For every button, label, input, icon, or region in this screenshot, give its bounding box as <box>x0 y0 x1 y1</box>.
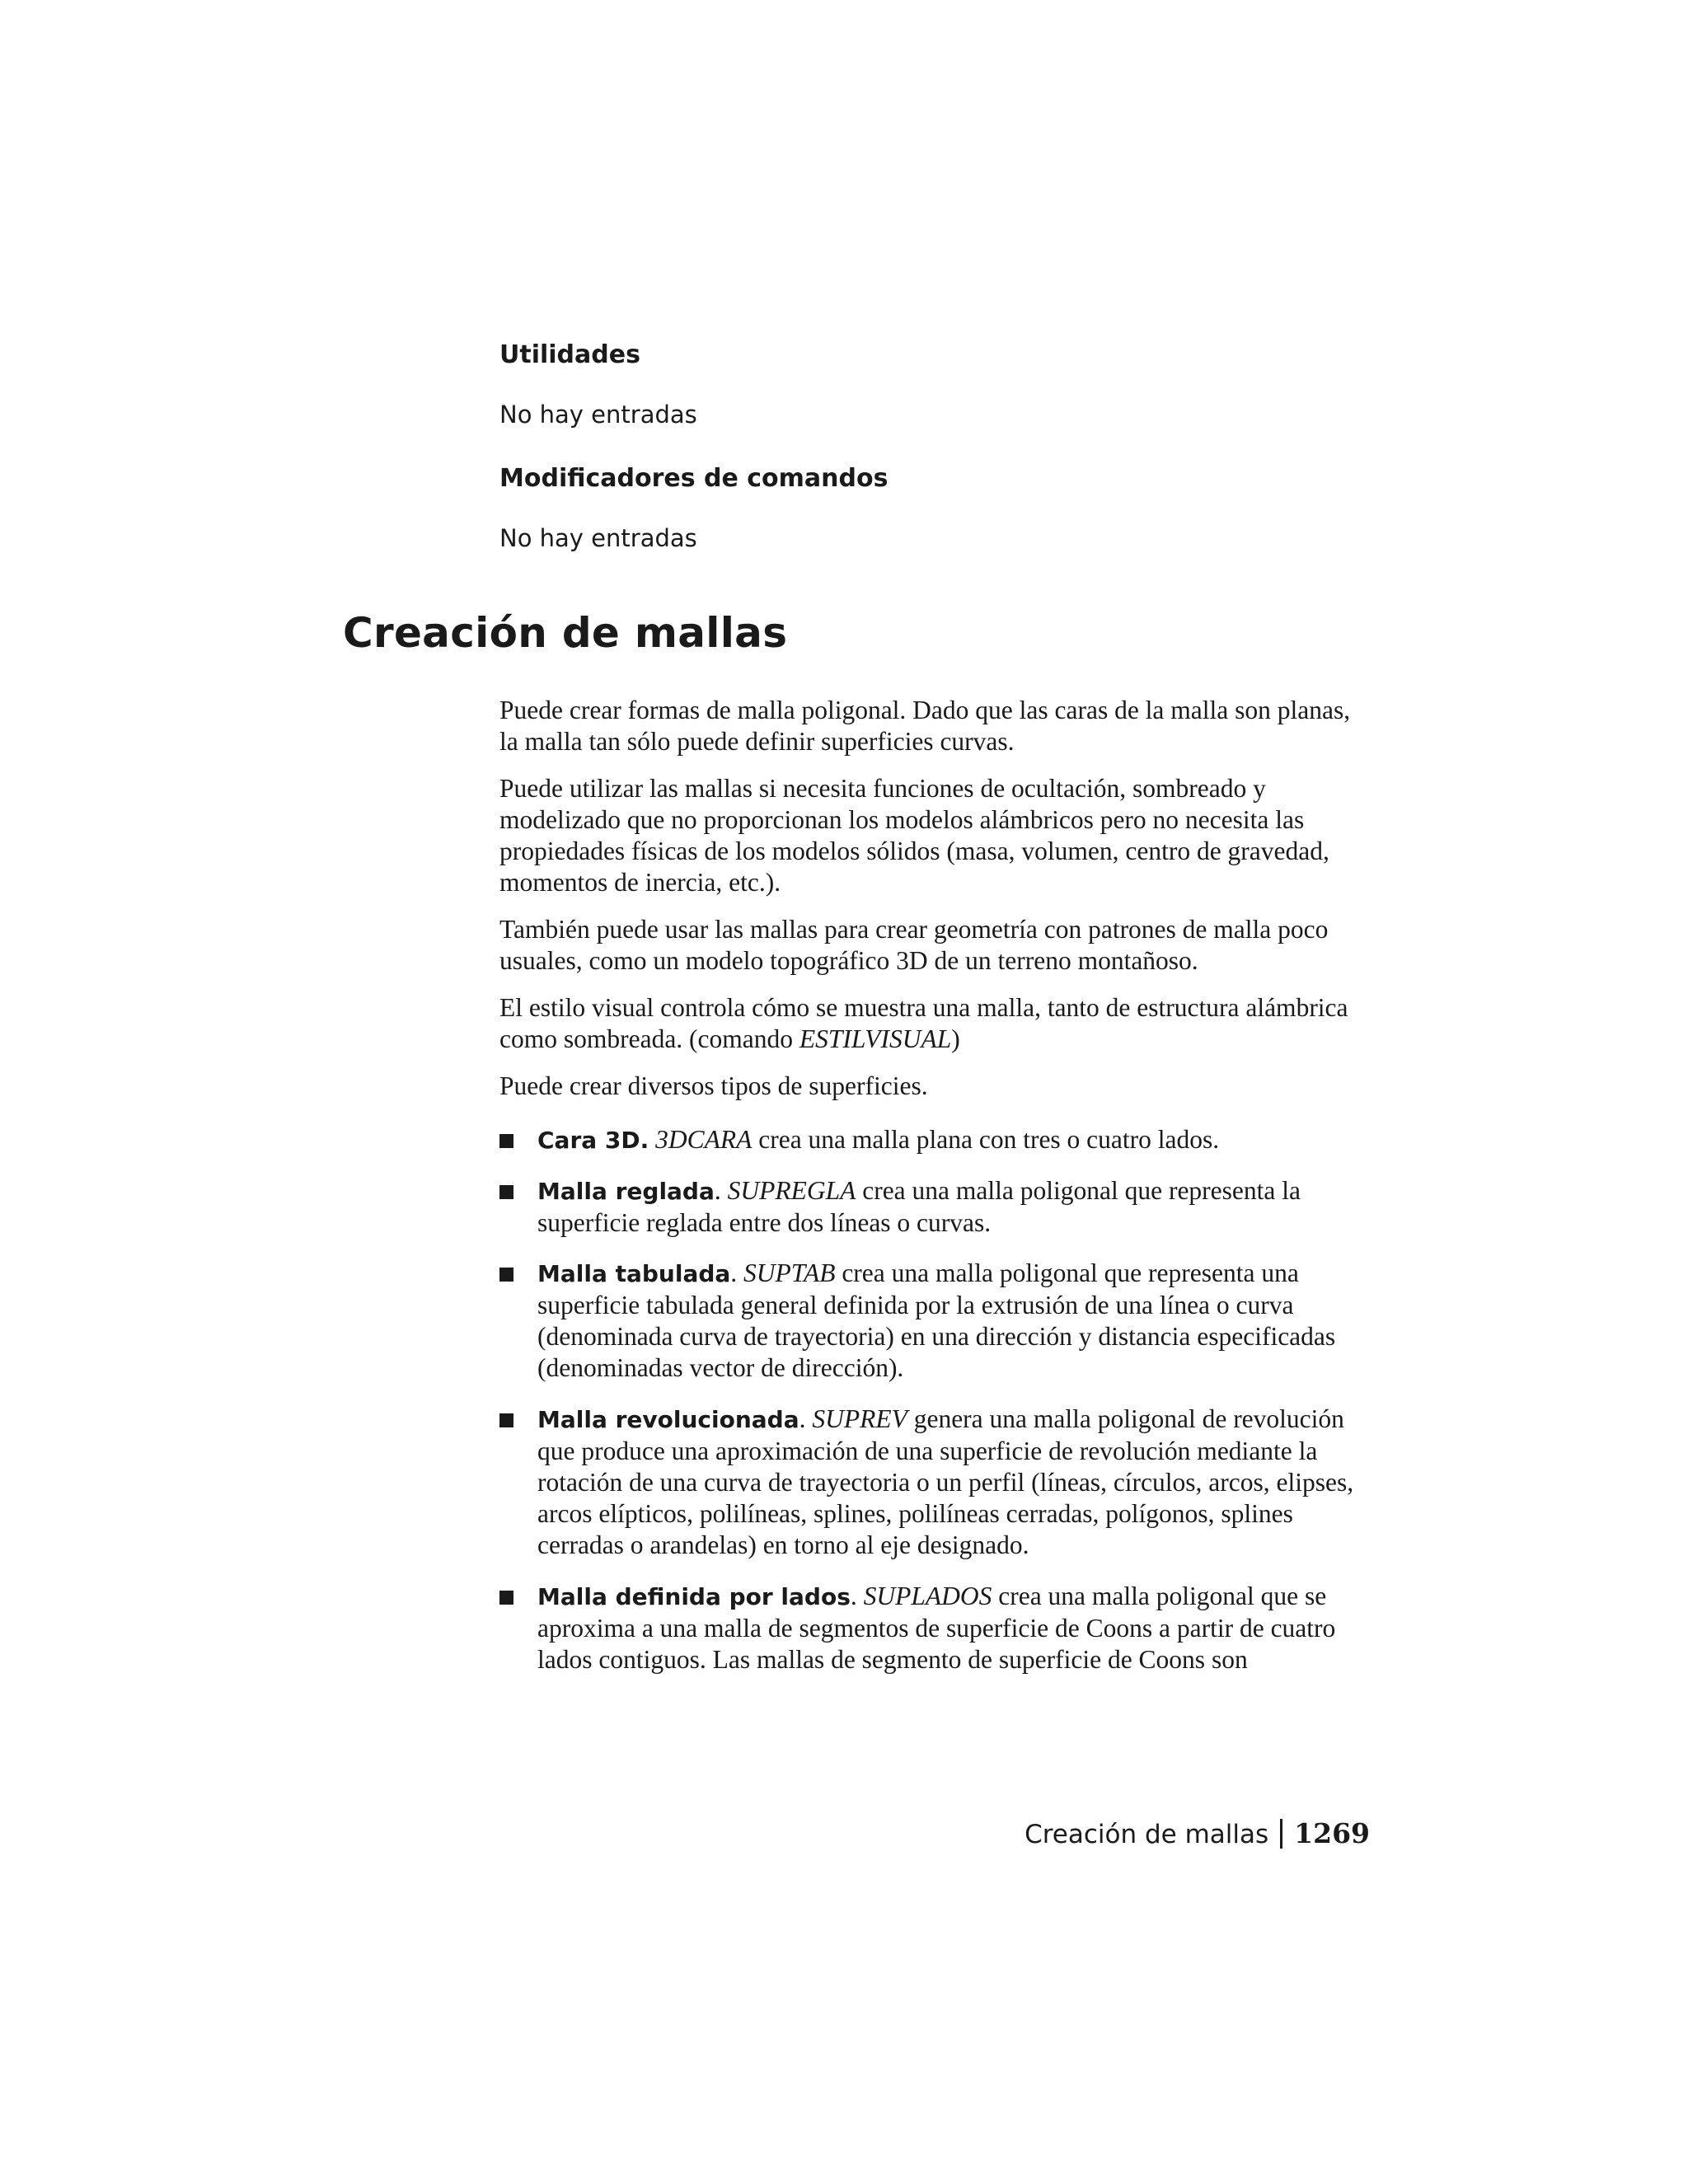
command-modifiers-text: No hay entradas <box>499 524 697 552</box>
list-item-description: crea una malla poligonal que representa la superficie reglada entre dos líneas o curvas. <box>537 1176 1301 1237</box>
list-item-command: 3DCARA <box>655 1125 753 1154</box>
paragraph-visual-style <box>499 992 1373 1055</box>
list-item-description: crea una malla poligonal que se aproxima a una malla de segmentos de superficie de Coons a partir de cuatro lados contiguos. Las mallas de segmento de superficie de Coons son <box>537 1582 1336 1674</box>
page-footer <box>1025 1817 1370 1851</box>
visual-style-close: ) <box>951 1024 960 1053</box>
bullet-square-icon <box>499 1591 513 1605</box>
list-item-text <box>537 1581 1378 1675</box>
list-item-term: Malla revolucionada <box>537 1406 799 1433</box>
bullet-square-icon <box>499 1134 513 1148</box>
page-number: 1269 <box>1294 1817 1370 1849</box>
list-item-description: crea una malla poligonal que representa una superficie tabulada general definida por la extrusión de una línea o curva (denominada curva de trayectoria) en una dirección y distancia especificadas (denominadas vector de dirección). <box>537 1258 1336 1382</box>
list-item-separator: . <box>730 1258 744 1287</box>
list-item-text <box>537 1404 1378 1561</box>
visual-style-command: ESTILVISUAL <box>799 1024 952 1053</box>
command-modifiers-heading: Modificadores de comandos <box>499 464 889 493</box>
list-item-separator: . <box>799 1404 813 1433</box>
list-item-description: crea una malla plana con tres o cuatro lados. <box>752 1125 1220 1154</box>
footer-divider <box>1280 1819 1282 1849</box>
bullet-square-icon <box>499 1185 513 1199</box>
footer-section-title: Creación de mallas <box>1025 1820 1269 1849</box>
list-item-text <box>537 1124 1378 1156</box>
list-item-text <box>537 1175 1378 1239</box>
list-item-command: SUPLADOS <box>863 1582 992 1610</box>
bullet-square-icon <box>499 1413 513 1427</box>
list-item-separator: . <box>850 1582 864 1610</box>
list-item-separator: . <box>714 1176 728 1205</box>
utilities-text: No hay entradas <box>499 401 697 429</box>
list-item-term: Cara 3D. <box>537 1127 649 1154</box>
list-item-command: SUPREV <box>812 1404 907 1433</box>
list-item-term: Malla tabulada <box>537 1260 731 1287</box>
paragraph-1: Puede crear formas de malla poligonal. Dado que las caras de la malla son planas, la malla tan sólo puede definir superficies curvas. <box>499 696 1351 756</box>
visual-style-text: El estilo visual controla cómo se muestra una malla, tanto de estructura alámbrica como sombreada. (comando <box>499 993 1348 1053</box>
list-item-command: SUPREGLA <box>727 1176 856 1205</box>
paragraph-3: También puede usar las mallas para crear geometría con patrones de malla poco usuales, como un modelo topográfico 3D de un terreno montañoso. <box>499 915 1329 975</box>
list-item-term: Malla definida por lados <box>537 1583 851 1610</box>
list-item-text <box>537 1258 1378 1384</box>
bullet-square-icon <box>499 1268 513 1282</box>
utilities-heading: Utilidades <box>499 340 640 369</box>
paragraph-2: Puede utilizar las mallas si necesita funciones de ocultación, sombreado y modelizado que no proporcionan los modelos alámbricos pero no necesita las propiedades físicas de los modelos sólidos (masa, volumen, centro de gravedad, momentos de inercia, etc.). <box>499 774 1329 897</box>
list-item-separator <box>649 1125 655 1154</box>
paragraph-4: Puede crear diversos tipos de superficies. <box>499 1071 928 1100</box>
page-title: Creación de mallas <box>343 609 788 657</box>
list-item-command: SUPTAB <box>743 1258 836 1287</box>
list-item-description: genera una malla poligonal de revolución que produce una aproximación de una superficie de revolución mediante la rotación de una curva de trayectoria o un perfil (líneas, círculos, arcos, elipses, arcos elípticos, polilíneas, splines, polilíneas cerradas, polígonos, splines cerradas o arandelas) en torno al eje designado. <box>537 1404 1354 1559</box>
list-item-term: Malla reglada <box>537 1178 715 1205</box>
